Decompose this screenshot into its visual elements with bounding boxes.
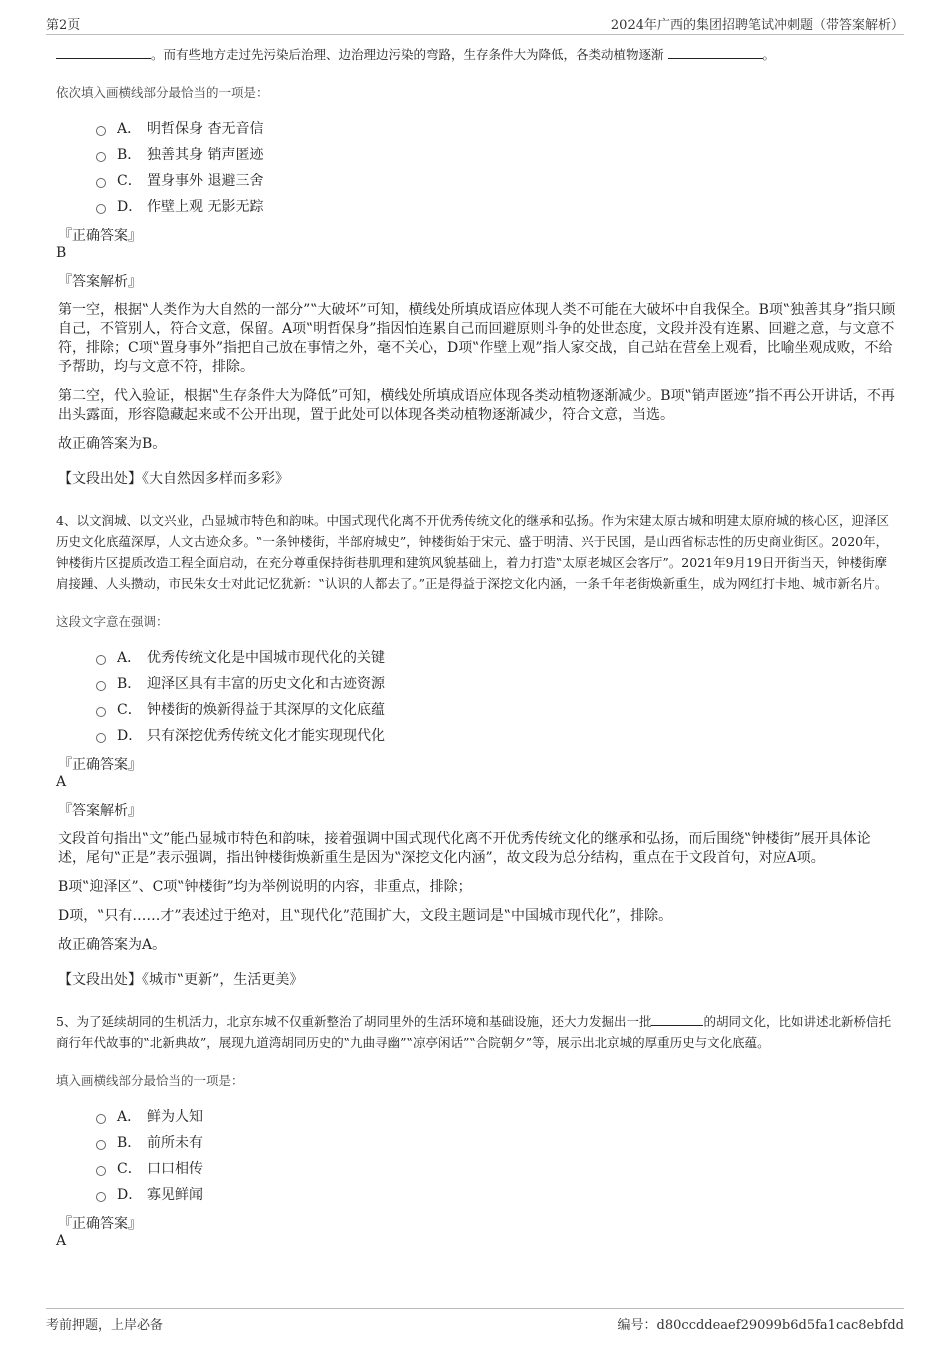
radio-icon[interactable] bbox=[96, 1192, 106, 1202]
q5-answer-label: 『正确答案』 bbox=[58, 1216, 142, 1232]
radio-icon[interactable] bbox=[96, 1166, 106, 1176]
q5-option-b[interactable]: B． 前所未有 bbox=[96, 1129, 896, 1155]
q3-source: 【文段出处】《大自然因多样而多彩》 bbox=[58, 471, 289, 487]
q4-prompt: 这段文字意在强调： bbox=[56, 614, 169, 629]
q3-intro-end: 。 bbox=[762, 47, 776, 62]
q3-analysis-para: 故正确答案为B。 bbox=[58, 436, 167, 452]
radio-icon[interactable] bbox=[96, 655, 106, 665]
page-header bbox=[46, 14, 904, 35]
q4-analysis-para: D项，‟只有……才”表述过于绝对，且‟现代化”范围扩大，文段主题词是‟中国城市现代化”，排除。 bbox=[58, 908, 673, 924]
q4-option-c[interactable]: C． 钟楼街的焕新得益于其深厚的文化底蕴 bbox=[96, 696, 896, 722]
q4-text: 4、以文润城、以文兴业，凸显城市特色和韵味。中国式现代化离不开优秀传统文化的继承和弘扬。作为宋建太原古城和明建太原府城的核心区，迎泽区历史文化底蕴深厚，人文古迹众多。‟一条钟楼街，半部府城史”，钟楼街始于宋元、盛于明清、兴于民国，是山西省标志性的历史商业街区。2020年，钟楼街片区提质改造工程全面启动，在充分尊重保持街巷肌理和建筑风貌基础上，着力打造‟太原老城区会客厅”。2021年9月19日开街当天，钟楼街摩肩接踵、人头攒动，市民朱女士对此记忆犹新：‟认识的人都去了。”正是得益于深挖文化内涵，一条千年老街焕新重生，成为网红打卡地、城市新名片。 bbox=[56, 513, 889, 591]
q3-option-b[interactable]: B． 独善其身 销声匿迹 bbox=[96, 141, 896, 167]
q4-answer-label: 『正确答案』 bbox=[58, 757, 142, 773]
q3-intro bbox=[56, 45, 896, 65]
q4-option-b[interactable]: B． 迎泽区具有丰富的历史文化和古迹资源 bbox=[96, 670, 896, 696]
radio-icon[interactable] bbox=[96, 178, 106, 188]
page-number: 第2页 bbox=[46, 18, 81, 33]
q4-source: 【文段出处】《城市‟更新”，生活更美》 bbox=[58, 972, 304, 988]
radio-icon[interactable] bbox=[96, 1114, 106, 1124]
q3-prompt: 依次填入画横线部分最恰当的一项是： bbox=[56, 85, 269, 100]
q3-analysis-label: 『答案解析』 bbox=[58, 274, 142, 290]
q5-options bbox=[96, 1103, 896, 1207]
q4-analysis-para: B项‟迎泽区”、C项‟钟楼街”均为举例说明的内容，非重点，排除； bbox=[58, 879, 472, 895]
q3-blank-2 bbox=[668, 46, 763, 59]
radio-icon[interactable] bbox=[96, 681, 106, 691]
q3-intro-text: 。而有些地方走过先污染后治理、边治理边污染的弯路，生存条件大为降低，各类动植物逐渐 bbox=[151, 47, 664, 62]
q5-text: 5、为了延续胡同的生机活力，北京东城不仅重新整治了胡同里外的生活环境和基础设施，还大力发掘出一批 的胡同文化，比如讲述北新桥信托商行年代故事的‟北新典故”，展现九道湾胡同历史的‟九曲寻幽”‟凉亭闲话”‟合院朝夕”等，展示出北京城的厚重历史与文化底蕴。 bbox=[56, 1014, 891, 1050]
q5-answer: A bbox=[56, 1233, 67, 1249]
q3-analysis-para: 第一空，根据‟人类作为大自然的一部分”‟大破坏”可知，横线处所填成语应体现人类不可能在大破坏中自我保全。B项‟独善其身”指只顾自己，不管别人，符合文意，保留。A项‟明哲保身”指因怕连累自己而回避原则斗争的处世态度，文段并没有连累、回避之意，与文意不符，排除；C项‟置身事外”指把自己放在事情之外，毫不关心，D项‟作壁上观”指人家交战，自己站在营垒上观看，比喻坐观成败，不给予帮助，均与文意不符，排除。 bbox=[58, 302, 896, 375]
radio-icon[interactable] bbox=[96, 152, 106, 162]
q4-option-d[interactable]: D． 只有深挖优秀传统文化才能实现现代化 bbox=[96, 722, 896, 748]
q3-analysis-para: 第二空，代入验证，根据‟生存条件大为降低”可知，横线处所填成语应体现各类动植物逐渐减少。B项‟销声匿迹”指不再公开讲话，不再出头露面，形容隐藏起来或不公开出现，置于此处可以体现各类动植物逐渐减少，符合文意，当选。 bbox=[58, 388, 895, 423]
footer-code: 编号：d80ccddeaef29099b6d5fa1cac8ebfdd bbox=[617, 1318, 904, 1333]
radio-icon[interactable] bbox=[96, 707, 106, 717]
q4-analysis-label: 『答案解析』 bbox=[58, 803, 142, 819]
q5-blank bbox=[651, 1013, 703, 1026]
q5-option-a[interactable]: A． 鲜为人知 bbox=[96, 1103, 896, 1129]
radio-icon[interactable] bbox=[96, 204, 106, 214]
q5-prompt: 填入画横线部分最恰当的一项是： bbox=[56, 1073, 244, 1088]
q3-blank-1 bbox=[56, 46, 151, 59]
q4-answer: A bbox=[56, 774, 67, 790]
q3-option-d[interactable]: D． 作壁上观 无影无踪 bbox=[96, 193, 896, 219]
q3-options bbox=[96, 115, 896, 219]
q3-answer: B bbox=[56, 245, 67, 261]
radio-icon[interactable] bbox=[96, 1140, 106, 1150]
radio-icon[interactable] bbox=[96, 126, 106, 136]
page-footer bbox=[46, 1308, 904, 1333]
footer-slogan: 考前押题，上岸必备 bbox=[46, 1318, 164, 1333]
q3-answer-label: 『正确答案』 bbox=[58, 228, 142, 244]
page-content bbox=[56, 40, 896, 1253]
q4-analysis-para: 故正确答案为A。 bbox=[58, 937, 167, 953]
radio-icon[interactable] bbox=[96, 733, 106, 743]
document-title: 2024年广西的集团招聘笔试冲刺题（带答案解析） bbox=[610, 18, 904, 33]
q5-option-d[interactable]: D． 寡见鲜闻 bbox=[96, 1181, 896, 1207]
q3-option-a[interactable]: A． 明哲保身 杳无音信 bbox=[96, 115, 896, 141]
q3-option-c[interactable]: C． 置身事外 退避三舍 bbox=[96, 167, 896, 193]
q4-analysis-para: 文段首句指出‟文”能凸显城市特色和韵味，接着强调中国式现代化离不开优秀传统文化的继承和弘扬，而后围绕‟钟楼街”展开具体论述，尾句‟正是”表示强调，指出钟楼街焕新重生是因为‟深挖文化内涵”，故文段为总分结构，重点在于文段首句，对应A项。 bbox=[58, 831, 871, 866]
q5-option-c[interactable]: C． 口口相传 bbox=[96, 1155, 896, 1181]
q4-options bbox=[96, 644, 896, 748]
q4-option-a[interactable]: A． 优秀传统文化是中国城市现代化的关键 bbox=[96, 644, 896, 670]
